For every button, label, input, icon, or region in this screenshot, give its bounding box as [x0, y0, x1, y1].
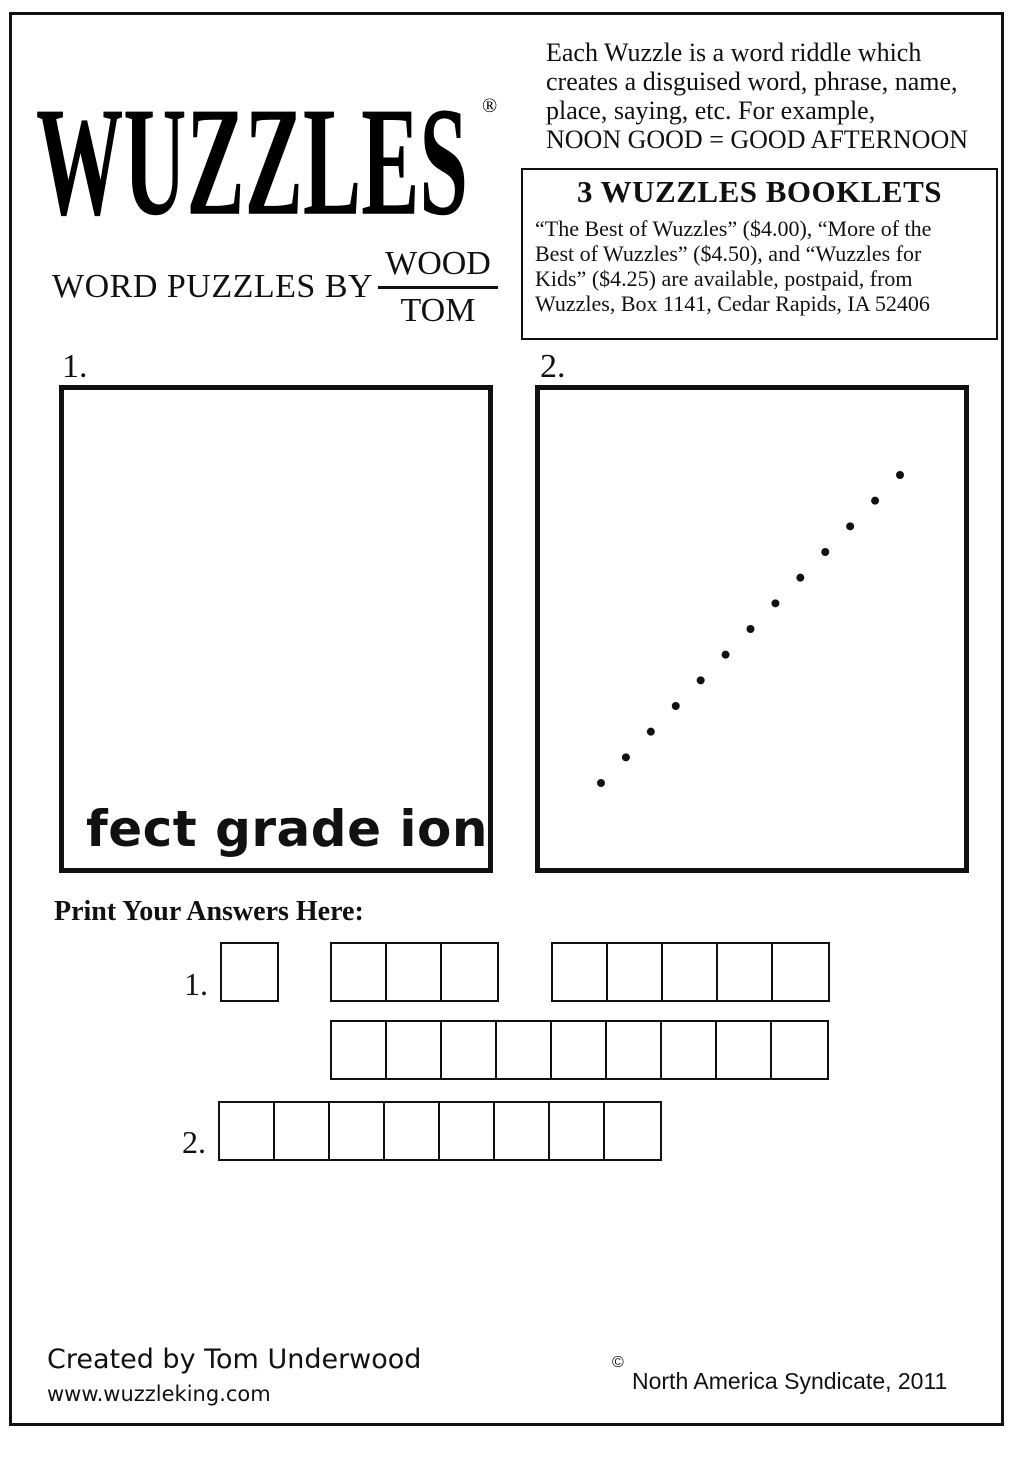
letter-box[interactable] [387, 944, 442, 1000]
booklets-line: Wuzzles, Box 1141, Cedar Rapids, IA 52406 [535, 291, 930, 316]
booklets-body [535, 216, 996, 316]
letter-box[interactable] [222, 944, 277, 1000]
puzzle-dot [672, 702, 680, 710]
letter-box[interactable] [332, 1022, 387, 1078]
logo-text: WUZZLES [36, 74, 468, 224]
letter-box[interactable] [550, 1103, 605, 1159]
intro-line: place, saying, etc. For example, [546, 96, 876, 125]
puzzle-dot [896, 471, 904, 479]
puzzle-dot [747, 625, 755, 633]
answer-1-number: 1. [184, 966, 208, 1002]
byline: WORD PUZZLES BY [52, 268, 374, 305]
letter-box[interactable] [717, 1022, 772, 1078]
letter-box[interactable] [497, 1022, 552, 1078]
answer-2-word-1[interactable] [218, 1101, 662, 1161]
letter-box[interactable] [552, 1022, 607, 1078]
author-top: WOOD [385, 245, 491, 282]
fraction-bar [378, 286, 498, 289]
intro-line: creates a disguised word, phrase, name, [546, 67, 958, 96]
puzzle-1-number: 1. [62, 348, 88, 385]
puzzle-dot [771, 599, 779, 607]
letter-box[interactable] [553, 944, 608, 1000]
answer-1-word-3[interactable] [551, 942, 830, 1002]
intro-line: Each Wuzzle is a word riddle which [546, 38, 922, 67]
letter-box[interactable] [385, 1103, 440, 1159]
puzzle-2-dots [535, 385, 969, 873]
letter-box[interactable] [663, 944, 718, 1000]
letter-box[interactable] [440, 1103, 495, 1159]
syndicate-notice: North America Syndicate, 2011 [632, 1368, 948, 1394]
puzzle-dot [871, 497, 879, 505]
creator-credit: Created by Tom Underwood [47, 1344, 422, 1375]
letter-box[interactable] [442, 1022, 497, 1078]
letter-box[interactable] [332, 944, 387, 1000]
letter-box[interactable] [442, 944, 497, 1000]
answers-label: Print Your Answers Here: [54, 896, 364, 927]
answer-1-word-2[interactable] [330, 942, 499, 1002]
puzzle-2-number: 2. [540, 348, 566, 385]
booklets-line: Kids” ($4.25) are available, postpaid, from [535, 266, 913, 291]
puzzle-1-text: fect grade ion [86, 800, 488, 858]
booklets-line: Best of Wuzzles” ($4.50), and “Wuzzles for [535, 241, 922, 266]
booklets-title: 3 WUZZLES BOOKLETS [576, 174, 943, 209]
puzzle-dot [697, 676, 705, 684]
letter-box[interactable] [772, 1022, 827, 1078]
answer-2-number: 2. [182, 1124, 206, 1160]
puzzle-dot [846, 522, 854, 530]
letter-box[interactable] [605, 1103, 660, 1159]
registered-mark: ® [482, 95, 498, 117]
letter-box[interactable] [495, 1103, 550, 1159]
puzzle-dot [647, 728, 655, 736]
letter-box[interactable] [330, 1103, 385, 1159]
letter-box[interactable] [773, 944, 828, 1000]
answer-1-word-4[interactable] [330, 1020, 829, 1080]
author-fraction [378, 244, 498, 329]
booklets-box [521, 168, 998, 340]
website-link[interactable]: www.wuzzleking.com [47, 1382, 271, 1406]
intro-line: NOON GOOD = GOOD AFTERNOON [546, 125, 968, 154]
letter-box[interactable] [718, 944, 773, 1000]
answer-1-word-1[interactable] [220, 942, 279, 1002]
puzzle-dot [796, 574, 804, 582]
puzzle-dot [722, 651, 730, 659]
puzzle-dot [821, 548, 829, 556]
copyright-symbol: © [612, 1354, 624, 1371]
letter-box[interactable] [608, 944, 663, 1000]
letter-box[interactable] [662, 1022, 717, 1078]
letter-box[interactable] [275, 1103, 330, 1159]
booklets-line: “The Best of Wuzzles” ($4.00), “More of the [535, 216, 932, 241]
puzzle-dot [597, 779, 605, 787]
intro-text [546, 38, 1006, 154]
letter-box[interactable] [220, 1103, 275, 1159]
letter-box[interactable] [387, 1022, 442, 1078]
puzzle-dot [622, 753, 630, 761]
author-bottom: TOM [400, 292, 476, 329]
letter-box[interactable] [607, 1022, 662, 1078]
wuzzles-logo [34, 64, 504, 224]
